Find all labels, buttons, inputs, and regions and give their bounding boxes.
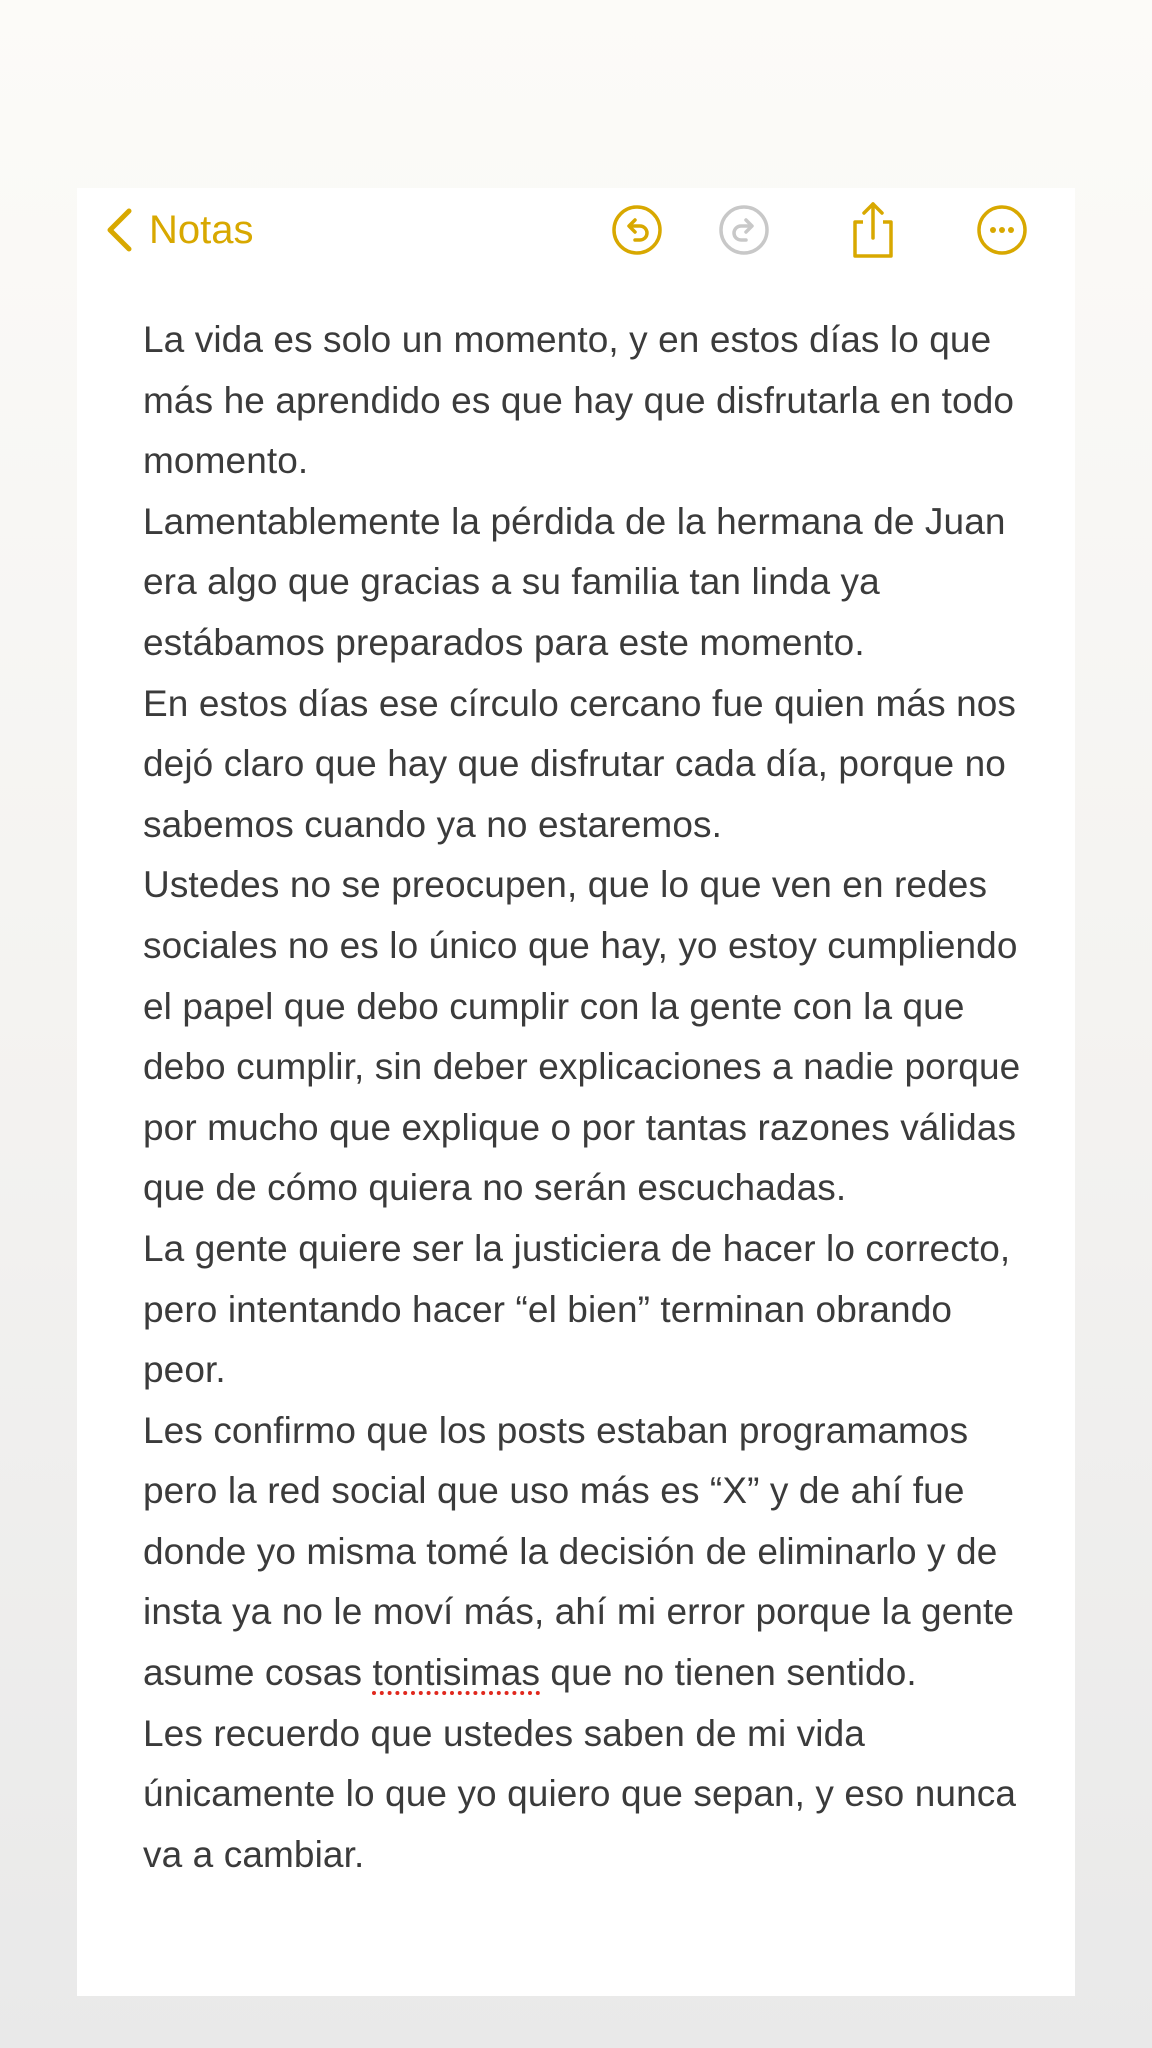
note-paragraph: La gente quiere ser la justiciera de hacer lo correcto, pero intentando hacer “el bien” terminan obrando peor.	[143, 1227, 1011, 1391]
note-paragraph: Lamentablemente la pérdida de la hermana de Juan era algo que gracias a su familia tan linda ya estábamos preparados para este momento.	[143, 500, 1006, 663]
note-paragraph	[143, 1401, 1043, 1704]
note-card	[77, 188, 1075, 1996]
note-paragraph: La vida es solo un momento, y en estos días lo que más he aprendido es que hay que disfrutarla en todo momento.	[143, 319, 1015, 482]
note-paragraph-tail: que no tienen sentido.	[540, 1652, 917, 1694]
note-body[interactable]	[143, 310, 1043, 1885]
redo-button[interactable]	[718, 204, 770, 256]
note-paragraph: Ustedes no se preocupen, que lo que ven en redes sociales no es lo único que hay, yo estoy cumpliendo el papel que debo cumplir con la gente con la que debo cumplir, sin deber explicaciones a nadie porque por mucho que explique o por tantas razones válidas que de cómo quiera no serán escuchadas.	[143, 864, 1021, 1209]
undo-icon	[611, 204, 663, 256]
back-label: Notas	[149, 208, 254, 252]
back-to-notas-button[interactable]	[105, 204, 254, 256]
redo-icon	[718, 204, 770, 256]
note-paragraph-text: Les confirmo que los posts estaban programamos pero la red social que uso más es “X” y de ahí fue donde yo misma tomé la decisión de eliminarlo y de insta ya no le moví más, ahí mi error porque la gente asume cosas	[143, 1409, 1015, 1694]
note-paragraph: En estos días ese círculo cercano fue quien más nos dejó claro que hay que disfrutar cada día, porque no sabemos cuando ya no estaremos.	[143, 682, 1017, 845]
note-paragraph: Les recuerdo que ustedes saben de mi vida únicamente lo que yo quiero que sepan, y eso nunca va a cambiar.	[143, 1712, 1017, 1875]
undo-button[interactable]	[611, 204, 663, 256]
ellipsis-circle-icon	[976, 204, 1028, 256]
share-button[interactable]	[847, 200, 899, 252]
toolbar	[77, 188, 1075, 272]
more-options-button[interactable]	[976, 204, 1028, 256]
misspelled-word[interactable]: tontisimas	[372, 1652, 541, 1694]
share-icon	[847, 200, 899, 260]
chevron-left-icon	[105, 208, 133, 252]
